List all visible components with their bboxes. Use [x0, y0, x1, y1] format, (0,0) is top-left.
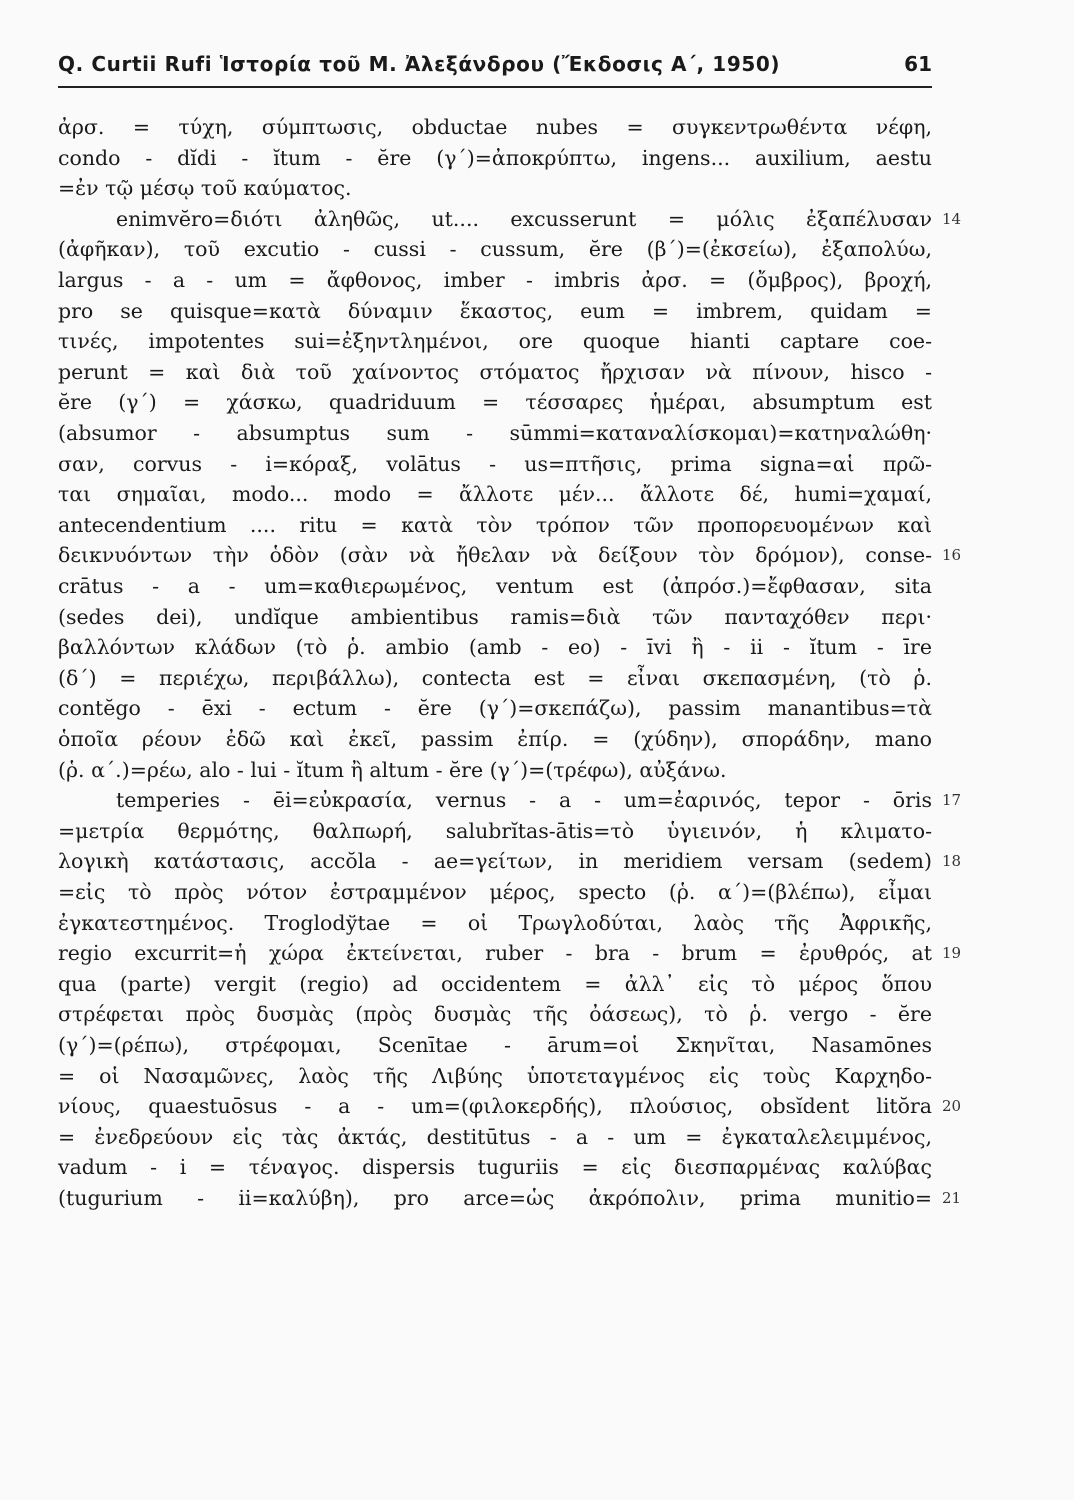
- text-line: ὁποῖα ρέουν ἐδῶ καὶ ἐκεῖ, passim ἐπίρ. = (χύδην), σποράδην, mano: [58, 727, 932, 751]
- text-line: σαν, corvus - i=κόραξ, volātus - us=πτῆσις, prima signa=αἱ πρῶ-: [58, 451, 932, 476]
- section-number: 17: [942, 791, 962, 810]
- section-number: 21: [942, 1189, 962, 1207]
- text-line: (ῥ. α΄.)=ρέω, alo - lui - ĭtum ἢ altum - ĕre (γ΄)=(τρέφω), αὐξάνω.: [58, 757, 727, 782]
- section-number: 14: [942, 209, 962, 228]
- text-line: vadum - i = τέναγος. dispersis tuguriis = εἰς διεσπαρμένας καλύβας: [58, 1155, 932, 1180]
- text-line: (ἀφῆκαν), τοῦ excutio - cussi - cussum, ĕre (β΄)=(ἐκσείω), ἐξαπολύω,: [58, 237, 932, 262]
- text-line: (δ΄) = περιέχω, περιβάλλω), contecta est = εἶναι σκεπασμένη, (τὸ ῥ.: [58, 665, 932, 690]
- text-line: (sedes dei), undĭque ambientibus ramis=διὰ τῶν πανταχόθεν περι·: [58, 604, 932, 629]
- text-line: enimvĕro=διότι ἀληθῶς, ut.... excusserunt = μόλις ἐξαπέλυσαν: [116, 206, 932, 231]
- text-line: (γ΄)=(ρέπω), στρέφομαι, Scenītae - ārum=οἱ Σκηνῖται, Nasamōnes: [58, 1033, 932, 1057]
- section-number: 18: [942, 852, 962, 871]
- text-line: = οἱ Νασαμῶνες, λαὸς τῆς Λιβύης ὑποτεταγμένος εἰς τοὺς Καρχηδο-: [58, 1063, 932, 1088]
- section-number: 19: [942, 944, 962, 963]
- text-line: =μετρία θερμότης, θαλπωρή, salubrĭtas-ātis=τὸ ὑγιεινόν, ἡ κλιματο-: [58, 818, 932, 843]
- text-line: τινές, impotentes sui=ἐξηντλημένοι, ore quoque hianti captare coe-: [58, 329, 932, 354]
- text-line: ται σημαῖαι, modo... modo = ἄλλοτε μέν... ἄλλοτε δέ, humi=χαμαί,: [58, 482, 932, 507]
- page-number: 61: [904, 52, 932, 76]
- text-line: = ἐνεδρεύουν εἰς τὰς ἀκτάς, destitūtus - a - um = ἐγκαταλελειμμένος,: [58, 1124, 932, 1149]
- text-line: largus - a - um = ἄφθονος, imber - imbris ἀρσ. = (ὄμβρος), βροχή,: [58, 268, 932, 292]
- text-line: (tugurium - ii=καλύβη), pro arce=ὡς ἀκρόπολιν, prima munitio=: [58, 1186, 932, 1210]
- text-line: contĕgo - ēxi - ectum - ĕre (γ΄)=σκεπάζω), passim manantibus=τὰ: [58, 696, 932, 721]
- text-line: temperies - ēi=εὐκρασία, vernus - a - um=ἐαρινός, tepor - ōris: [116, 788, 932, 813]
- text-line: qua (parte) vergit (regio) ad occidentem = ἀλλ᾽ εἰς τὸ μέρος ὅπου: [58, 971, 932, 996]
- text-line: regio excurrit=ἡ χώρα ἐκτείνεται, ruber - bra - brum = ἐρυθρός, at: [58, 941, 932, 966]
- text-line: condo - dĭdi - ĭtum - ĕre (γ΄)=ἀποκρύπτω, ingens... auxilium, aestu: [58, 145, 932, 170]
- section-number: 16: [942, 546, 962, 565]
- text-line: pro se quisque=κατὰ δύναμιν ἕκαστος, eum = imbrem, quidam =: [58, 298, 932, 323]
- running-header: [58, 52, 932, 88]
- text-line: =ἐν τῷ μέσῳ τοῦ καύματος.: [58, 176, 352, 201]
- header-title: Q. Curtii Rufi Ἱστορία τοῦ Μ. Ἀλεξάνδρου (Ἔκδοσις Α΄, 1950): [58, 52, 781, 76]
- text-line: crātus - a - um=καθιερωμένος, ventum est (ἀπρόσ.)=ἔφθασαν, sita: [58, 574, 932, 598]
- text-line: δεικνυόντων τὴν ὁδὸν (σὰν νὰ ἤθελαν νὰ δείξουν τὸν δρόμον), conse-: [58, 543, 932, 568]
- text-line: λογικὴ κατάστασις, accŏla - ae=γείτων, in meridiem versam (sedem): [58, 849, 932, 874]
- text-line: νίους, quaestuōsus - a - um=(φιλοκερδής), πλούσιος, obsĭdent litŏra: [58, 1094, 932, 1119]
- text-line: (absumor - absumptus sum - sūmmi=καταναλίσκομαι)=κατηναλώθη·: [58, 421, 932, 445]
- text-line: βαλλόντων κλάδων (τὸ ῥ. ambio (amb - eo) - īvi ἢ - ii - ĭtum - īre: [58, 635, 932, 660]
- text-line: ἐγκατεστημένος. Troglodўtae = οἱ Τρωγλοδύται, λαὸς τῆς Ἀφρικῆς,: [58, 910, 932, 935]
- text-line: =εἰς τὸ πρὸς νότον ἐστραμμένον μέρος, specto (ῥ. α΄)=(βλέπω), εἶμαι: [58, 880, 932, 904]
- text-line: ĕre (γ΄) = χάσκω, quadriduum = τέσσαρες ἡμέραι, absumptum est: [58, 390, 932, 415]
- text-line: antecendentium .... ritu = κατὰ τὸν τρόπον τῶν προπορευομένων καὶ: [58, 512, 932, 537]
- text-line: perunt = καὶ διὰ τοῦ χαίνοντος στόματος ἤρχισαν νὰ πίνουν, hisco -: [58, 359, 932, 384]
- text-line: ἀρσ. = τύχη, σύμπτωσις, obductae nubes = συγκεντρωθέντα νέφη,: [58, 115, 932, 139]
- text-line: στρέφεται πρὸς δυσμὰς (πρὸς δυσμὰς τῆς ὀάσεως), τὸ ῥ. vergo - ĕre: [58, 1002, 932, 1027]
- section-number: 20: [942, 1097, 962, 1116]
